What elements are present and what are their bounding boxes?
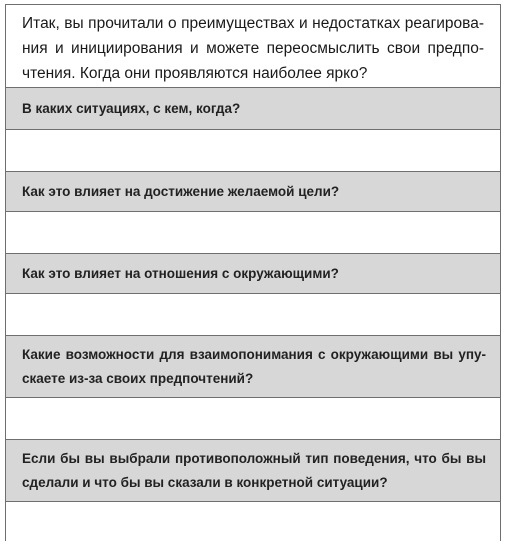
- answer-field-2[interactable]: [6, 211, 500, 253]
- answer-field-4[interactable]: [6, 397, 500, 439]
- question-1-text: В каких ситуациях, с кем, когда?: [22, 100, 241, 116]
- question-1: [6, 87, 500, 129]
- question-4: [6, 335, 500, 397]
- answer-field-3[interactable]: [6, 293, 500, 335]
- intro-text: Итак, вы прочитали о преимуществах и недостатках реагирова-ния и инициирования и можете переосмыслить свои предпо-чтения. Когда они проявляются наиболее ярко?: [22, 15, 484, 82]
- question-4-text: Какие возможности для взаимопонимания с окружающими вы упу-скаете из-за своих предпочтений?: [22, 346, 486, 386]
- question-2-text: Как это влияет на достижение желаемой цели?: [22, 183, 340, 199]
- answer-field-1[interactable]: [6, 129, 500, 171]
- question-3-text: Как это влияет на отношения с окружающими?: [22, 265, 339, 281]
- question-3: [6, 253, 500, 293]
- question-5: [6, 439, 500, 501]
- question-5-text: Если бы вы выбрали противоположный тип поведения, что бы вы сделали и что бы вы сказали в конкретной ситуации?: [22, 450, 486, 490]
- answer-field-5[interactable]: [6, 501, 500, 541]
- question-2: [6, 171, 500, 211]
- worksheet: [5, 4, 501, 541]
